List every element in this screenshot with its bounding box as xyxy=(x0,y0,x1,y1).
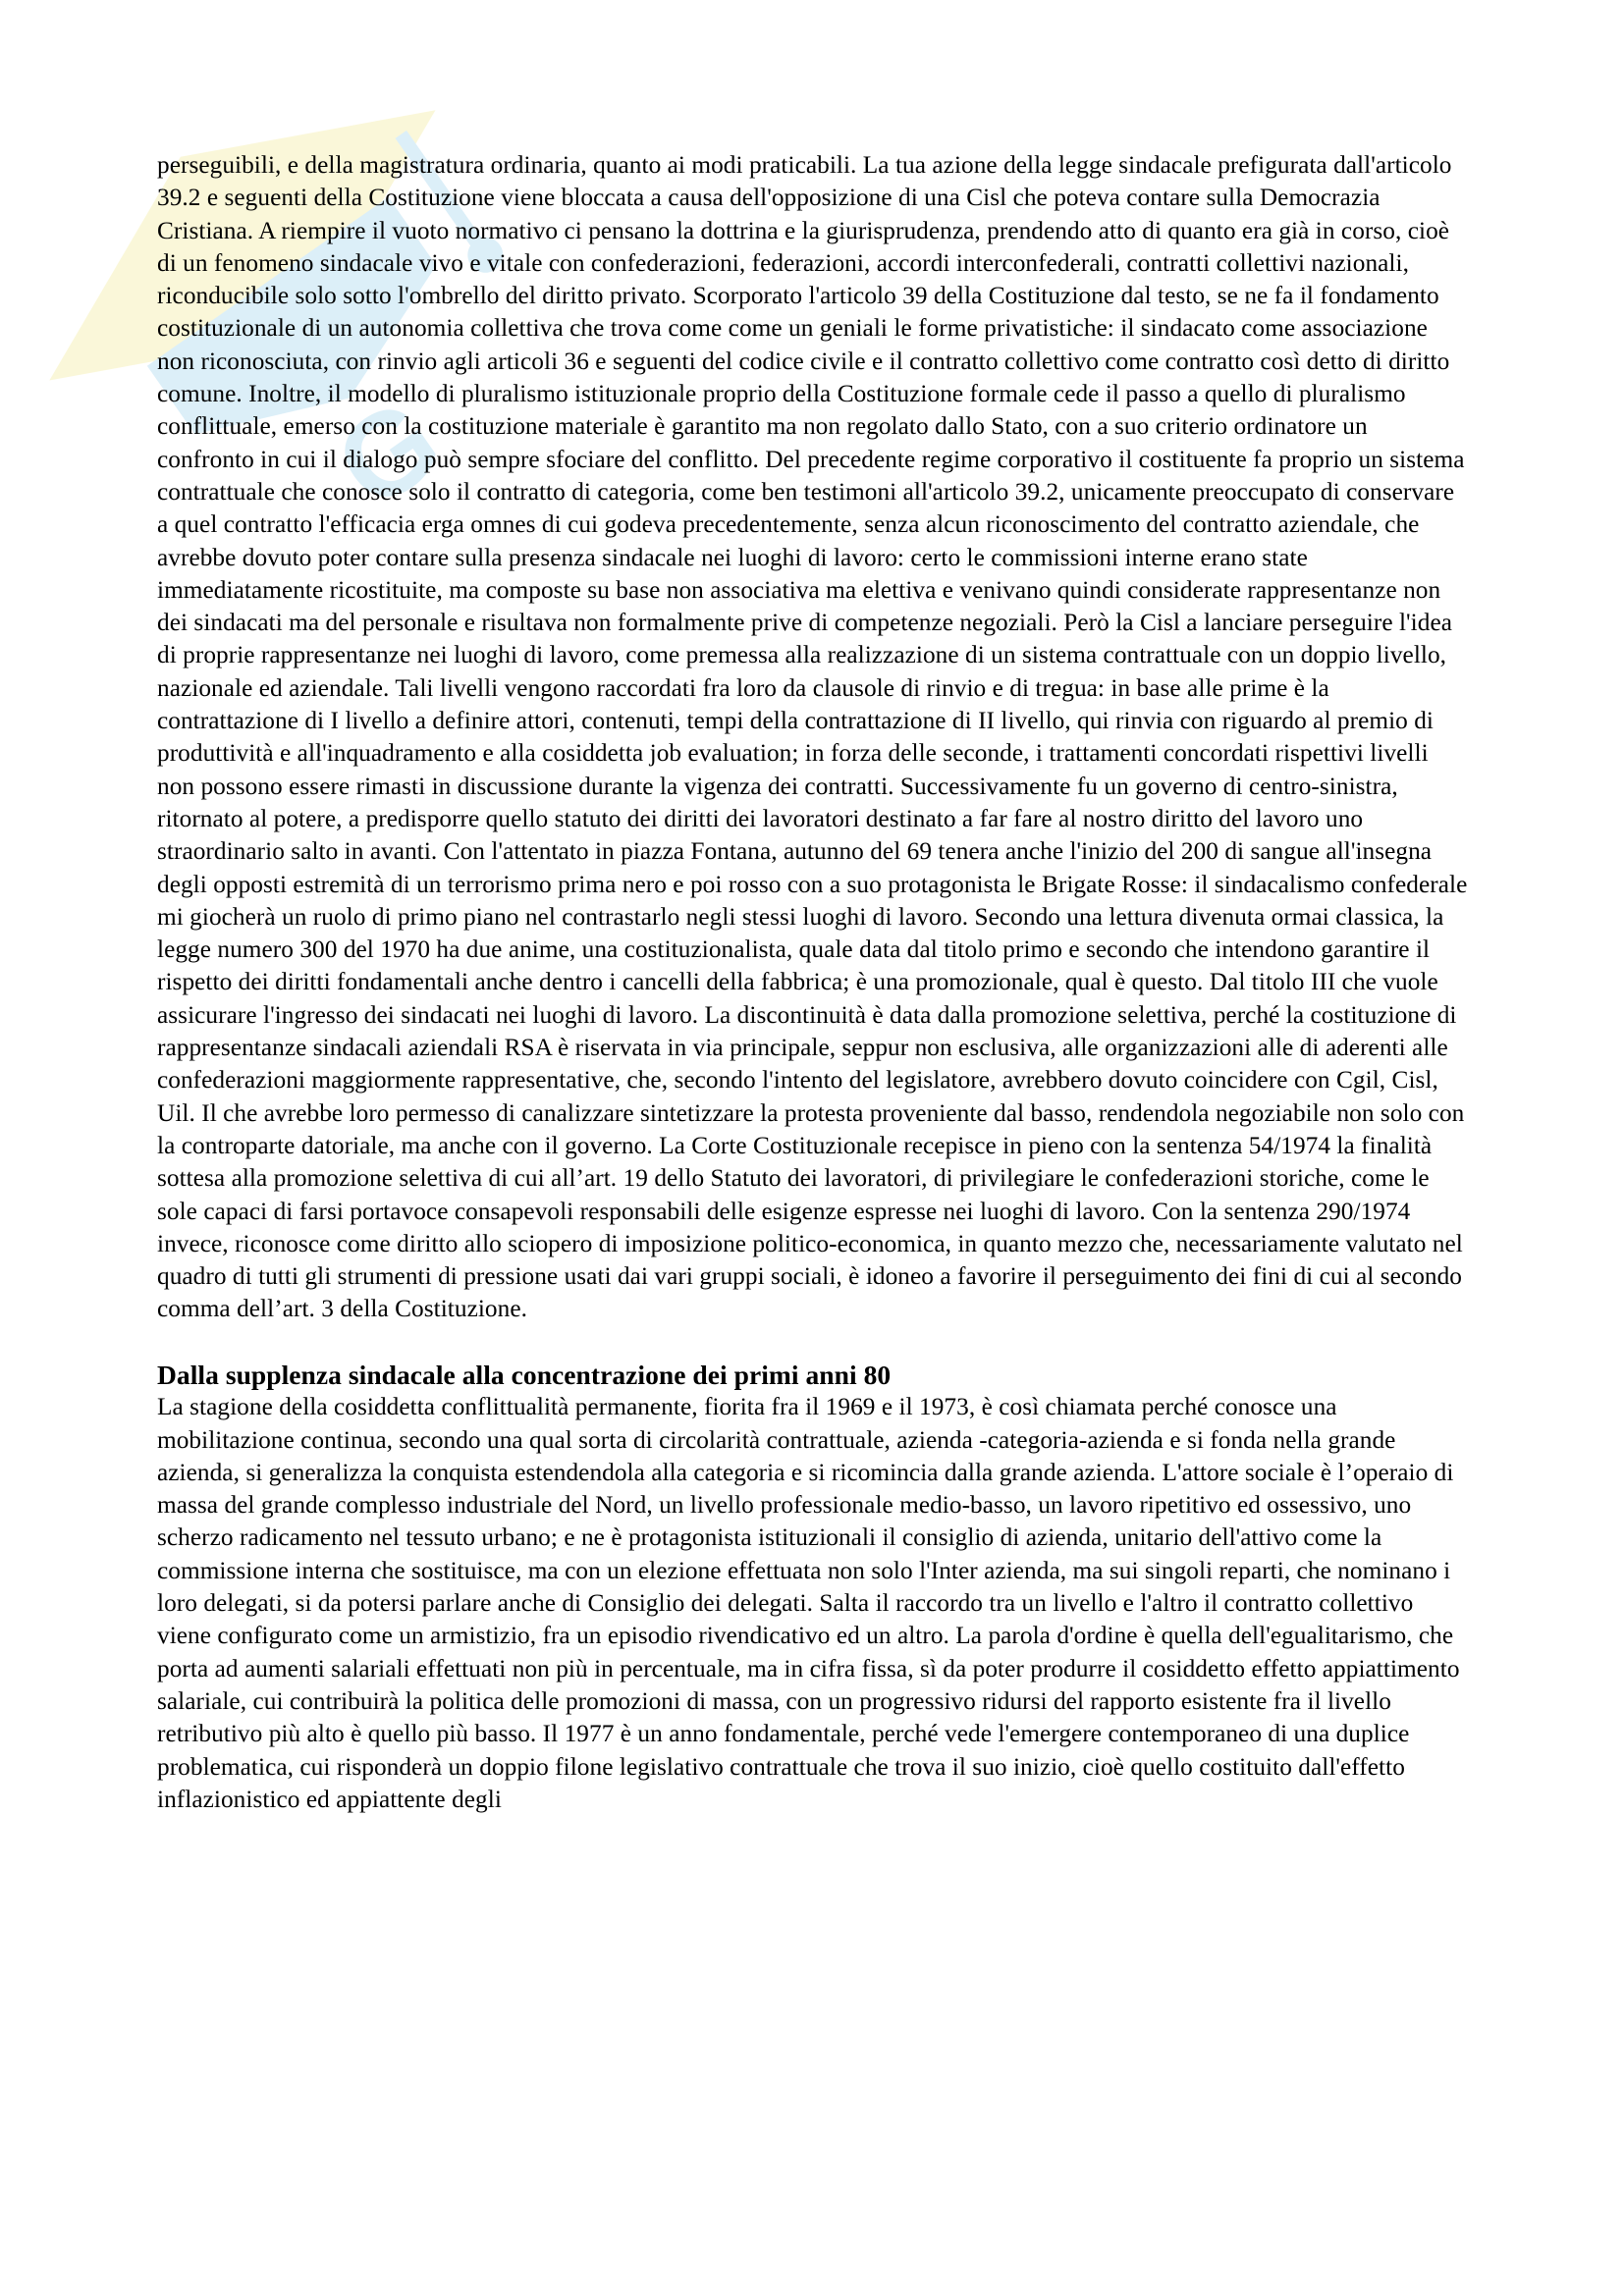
svg-text:G: G xyxy=(312,373,464,534)
paragraph-1: perseguibili, e della magistratura ordinaria, quanto ai modi praticabili. La tua azione della legge sindacale prefigurata dall'articolo 39.2 e seguenti della Costituzione viene bloccata a causa dell'opposizione di una Cisl che poteva contare sulla Democrazia Cristiana. A riempire il vuoto normativo ci pensano la dottrina e la giurisprudenza, prendendo atto di quanto era già in corso, cioè di un fenomeno sindacale vivo e vitale con confederazioni, federazioni, accordi interconfederali, contratti collettivi nazionali, riconducibile solo sotto l'ombrello del diritto privato. Scorporato l'articolo 39 della Costituzione dal testo, se ne fa il fondamento costituzionale di un autonomia collettiva che trova come come un geniali le forme privatistiche: il sindacato come associazione non riconosciuta, con rinvio agli articoli 36 e seguenti del codice civile e il contratto collettivo come contratto così detto di diritto comune. Inoltre, il modello di pluralismo istituzionale proprio della Costituzione formale cede il passo a quello di pluralismo conflittuale, emerso con la costituzione materiale è garantito ma non regolato dallo Stato, con a suo criterio ordinatore un confronto in cui il dialogo può sempre sfociare del conflitto. Del precedente regime corporativo il costituente fa proprio un sistema contrattuale che conosce solo il contratto di categoria, come ben testimoni all'articolo 39.2, unicamente preoccupato di conservare a quel contratto l'efficacia erga omnes di cui godeva precedentemente, senza alcun riconoscimento del contratto aziendale, che avrebbe dovuto poter contare sulla presenza sindacale nei luoghi di lavoro: certo le commissioni interne erano state immediatamente ricostituite, ma composte su base non associativa ma elettiva e venivano quindi considerate rappresentanze non dei sindacati ma del personale e risultava non formalmente prive di competenze negoziali. Però la Cisl a lanciare perseguire l'idea di proprie rappresentanze nei luoghi di lavoro, come premessa alla realizzazione di un sistema contrattuale con un doppio livello, nazionale ed aziendale. Tali livelli vengono raccordati fra loro da clausole di rinvio e di tregua: in base alle prime è la contrattazione di I livello a definire attori, contenuti, tempi della contrattazione di II livello, qui rinvia con riguardo al premio di produttività e all'inquadramento e alla cosiddetta job evaluation; in forza delle seconde, i trattamenti concordati rispettivi livelli non possono essere rimasti in discussione durante la vigenza dei contratti. Successivamente fu un governo di centro-sinistra, ritornato al potere, a predisporre quello statuto dei diritti dei lavoratori destinato a far fare al nostro diritto del lavoro uno straordinario salto in avanti. Con l'attentato in piazza Fontana, autunno del 69 tenera anche l'inizio del 200 di sangue all'insegna degli opposti estremità di un terrorismo prima nero e poi rosso con a suo protagonista le Brigate Rosse: il sindacalismo confederale mi giocherà un ruolo di primo piano nel contrastarlo negli stessi luoghi di lavoro. Secondo una lettura divenuta ormai classica, la legge numero 300 del 1970 ha due anime, una costituzionalista, quale data dal titolo primo e secondo che intendono garantire il rispetto dei diritti fondamentali anche dentro i cancelli della fabbrica; è una promozionale, qual è questo. Dal titolo III che vuole assicurare l'ingresso dei sindacati nei luoghi di lavoro. La discontinuità è data dalla promozione selettiva, perché la costituzione di rappresentanze sindacali aziendali RSA è riservata in via principale, seppur non esclusiva, alle organizzazioni alle di aderenti alle confederazioni maggiormente rappresentative, che, secondo l'intento del legislatore, avrebbero dovuto coincidere con Cgil, Cisl, Uil. Il che avrebbe loro permesso di canalizzare sintetizzare la protesta proveniente dal basso, rendendola negoziabile non solo con la controparte datoriale, ma anche con il governo. La Corte Costituzionale recepisce in pieno con la sentenza 54/1974 la finalità sottesa alla promozione selettiva di cui all’art. 19 dello Statuto dei lavoratori, di privilegiare le confederazioni storiche, come le sole capaci di farsi portavoce consapevoli responsabili delle esigenze espresse nei luoghi di lavoro. Con la sentenza 290/1974 invece, riconosce come diritto allo sciopero di imposizione politico-economica, in quanto mezzo che, necessariamente valutato nel quadro di tutti gli strumenti di pressione usati dai vari gruppi sociali, è idoneo a favorire il perseguimento dei fini di cui al secondo comma dell’art. 3 della Costituzione. xyxy=(157,151,1468,1323)
paragraph-2: La stagione della cosiddetta conflittualità permanente, fiorita fra il 1969 e il 1973, è così chiamata perché conosce una mobilitazione continua, secondo una qual sorta di circolarità contrattuale, azienda -categoria-azienda e si fonda nella grande azienda, si generalizza la conquista estendendola alla categoria e si ricomincia dalla grande azienda. L'attore sociale è l’operaio di massa del grande complesso industriale del Nord, un livello professionale medio-basso, un lavoro ripetitivo ed ossessivo, uno scherzo radicamento nel tessuto urbano; e ne è protagonista istituzionali il consiglio di azienda, unitario dell'attivo come la commissione interna che sostituisce, ma con un elezione effettuata non solo l'Inter azienda, ma sui singoli reparti, che nominano i loro delegati, si da potersi parlare anche di Consiglio dei delegati. Salta il raccordo tra un livello e l'altro il contratto collettivo viene configurato come un armistizio, fra un episodio rivendicativo ed un altro. La parola d'ordine è quella dell'egualitarismo, che porta ad aumenti salariali effettuati non più in percentuale, ma in cifra fissa, sì da poter produrre il cosiddetto effetto appiattimento salariale, cui contribuirà la politica delle promozioni di massa, con un progressivo ridursi del rapporto esistente fra il livello retributivo più alto è quello più basso. Il 1977 è un anno fondamentale, perché vede l'emergere contemporaneo di una duplice problematica, cui risponderà un doppio filone legislativo contrattuale che trova il suo inizio, cioè quello costituito dall'effetto inflazionistico ed appiattente degli xyxy=(157,1393,1460,1813)
section-heading: Dalla supplenza sindacale alla concentrazione dei primi anni 80 xyxy=(157,1359,892,1390)
document-body xyxy=(157,149,1469,1816)
